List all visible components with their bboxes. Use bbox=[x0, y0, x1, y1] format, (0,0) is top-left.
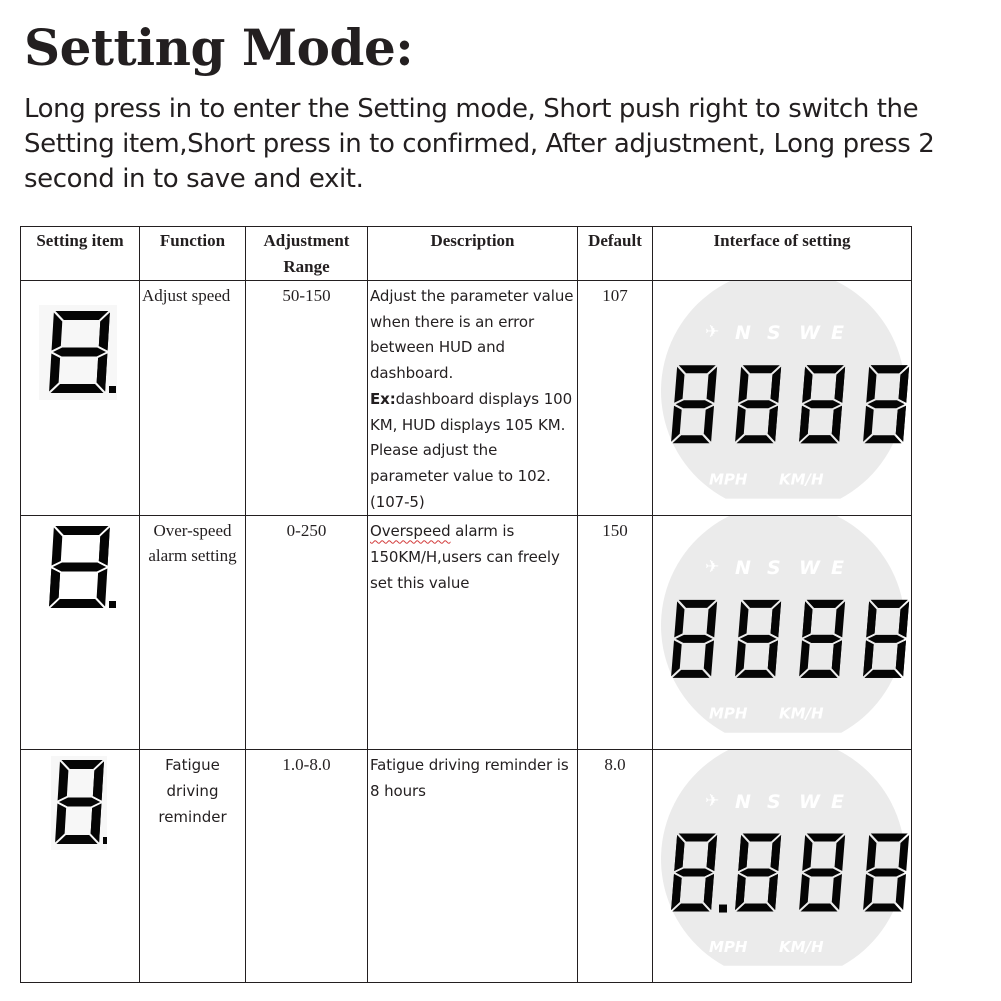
unit-mph-label: MPH bbox=[709, 938, 748, 957]
settings-table bbox=[20, 226, 912, 983]
interface-cell bbox=[653, 750, 912, 983]
table-row bbox=[21, 281, 912, 516]
instructions-text: Long press in to enter the Setting mode, Short push right to switch the Setting item,Short press in to confirmed, After adjustment, Long press 2 second in to save and exit. bbox=[24, 94, 935, 194]
unit-mph-label: MPH bbox=[709, 705, 748, 724]
item-decimal-dot bbox=[109, 386, 116, 393]
default-cell: 8.0 bbox=[578, 750, 653, 983]
range-cell: 1.0-8.0 bbox=[246, 750, 368, 983]
compass-label-s: S bbox=[767, 791, 781, 814]
example-label: Ex: bbox=[370, 389, 396, 408]
description-text: alarm is 150KM/H,users can freely set this value bbox=[370, 522, 560, 592]
compass-label-e: E bbox=[831, 557, 844, 580]
item-digit-segment-a bbox=[55, 526, 108, 535]
item-ghost-segment-f bbox=[52, 528, 63, 566]
interface-cell bbox=[653, 281, 912, 516]
interface-cell bbox=[653, 516, 912, 750]
compass-label-e: E bbox=[831, 322, 844, 344]
header-default: Default bbox=[578, 227, 653, 281]
compass-label-n: N bbox=[735, 322, 751, 344]
hud-decimal-dot bbox=[719, 905, 727, 913]
hud-display bbox=[653, 516, 912, 749]
compass-label-n: N bbox=[735, 791, 751, 814]
default-cell: 107 bbox=[578, 281, 653, 516]
header-function: Function bbox=[140, 227, 246, 281]
setting-item-cell bbox=[21, 281, 140, 516]
description-cell bbox=[368, 281, 578, 516]
compass-label-e: E bbox=[831, 791, 844, 814]
default-cell: 150 bbox=[578, 516, 653, 750]
item-decimal-dot bbox=[109, 601, 116, 608]
example-text: dashboard displays 100 KM, HUD displays 105 KM. Please adjust the parameter value to 102.(107-5) bbox=[370, 389, 573, 511]
description-cell bbox=[368, 516, 578, 750]
item-digit-segment-d bbox=[51, 599, 104, 608]
item-digit-segment-g bbox=[53, 563, 106, 572]
compass-label-w: W bbox=[799, 791, 820, 814]
unit-kmh-label: KM/H bbox=[779, 470, 824, 489]
item-ghost-segment-g bbox=[53, 348, 106, 357]
function-cell: Adjust speed bbox=[140, 281, 246, 516]
range-cell: 0-250 bbox=[246, 516, 368, 750]
setting-item-digit-1 bbox=[39, 305, 117, 400]
unit-mph-label: MPH bbox=[709, 470, 748, 489]
unit-kmh-label: KM/H bbox=[779, 938, 824, 957]
compass-label-s: S bbox=[767, 557, 781, 580]
hud-display bbox=[653, 281, 912, 515]
setting-item-digit-3 bbox=[51, 756, 107, 850]
description-text: Adjust the parameter value when there is an error between HUD and dashboard. bbox=[370, 287, 574, 383]
table-row bbox=[21, 516, 912, 750]
header-description: Description bbox=[368, 227, 578, 281]
compass-icon: ✈ bbox=[705, 557, 720, 578]
unit-kmh-label: KM/H bbox=[779, 705, 824, 724]
hud-display bbox=[653, 750, 912, 982]
function-cell: Over-speed alarm setting bbox=[140, 516, 246, 750]
table-row bbox=[21, 750, 912, 983]
compass-label-s: S bbox=[767, 322, 781, 344]
page-title: Setting Mode: bbox=[24, 18, 414, 77]
compass-label-w: W bbox=[799, 322, 820, 344]
description-cell: Fatigue driving reminder is 8 hours bbox=[368, 750, 578, 983]
setting-item-cell bbox=[21, 516, 140, 750]
range-cell: 50-150 bbox=[246, 281, 368, 516]
item-ghost-segment-c bbox=[97, 569, 108, 607]
header-adjustment-range: Adjustment Range bbox=[246, 227, 368, 281]
compass-icon: ✈ bbox=[705, 791, 720, 812]
compass-label-n: N bbox=[735, 557, 751, 580]
description-underlined-word: Overspeed bbox=[370, 522, 451, 541]
compass-label-w: W bbox=[799, 557, 820, 580]
table-header-row bbox=[21, 227, 912, 281]
compass-icon: ✈ bbox=[705, 322, 720, 342]
setting-item-digit-2 bbox=[45, 520, 119, 614]
setting-item-cell bbox=[21, 750, 140, 983]
header-interface: Interface of setting bbox=[653, 227, 912, 281]
function-cell: Fatigue driving reminder bbox=[140, 750, 246, 983]
header-setting-item: Setting item bbox=[21, 227, 140, 281]
item-decimal-dot bbox=[103, 837, 107, 844]
